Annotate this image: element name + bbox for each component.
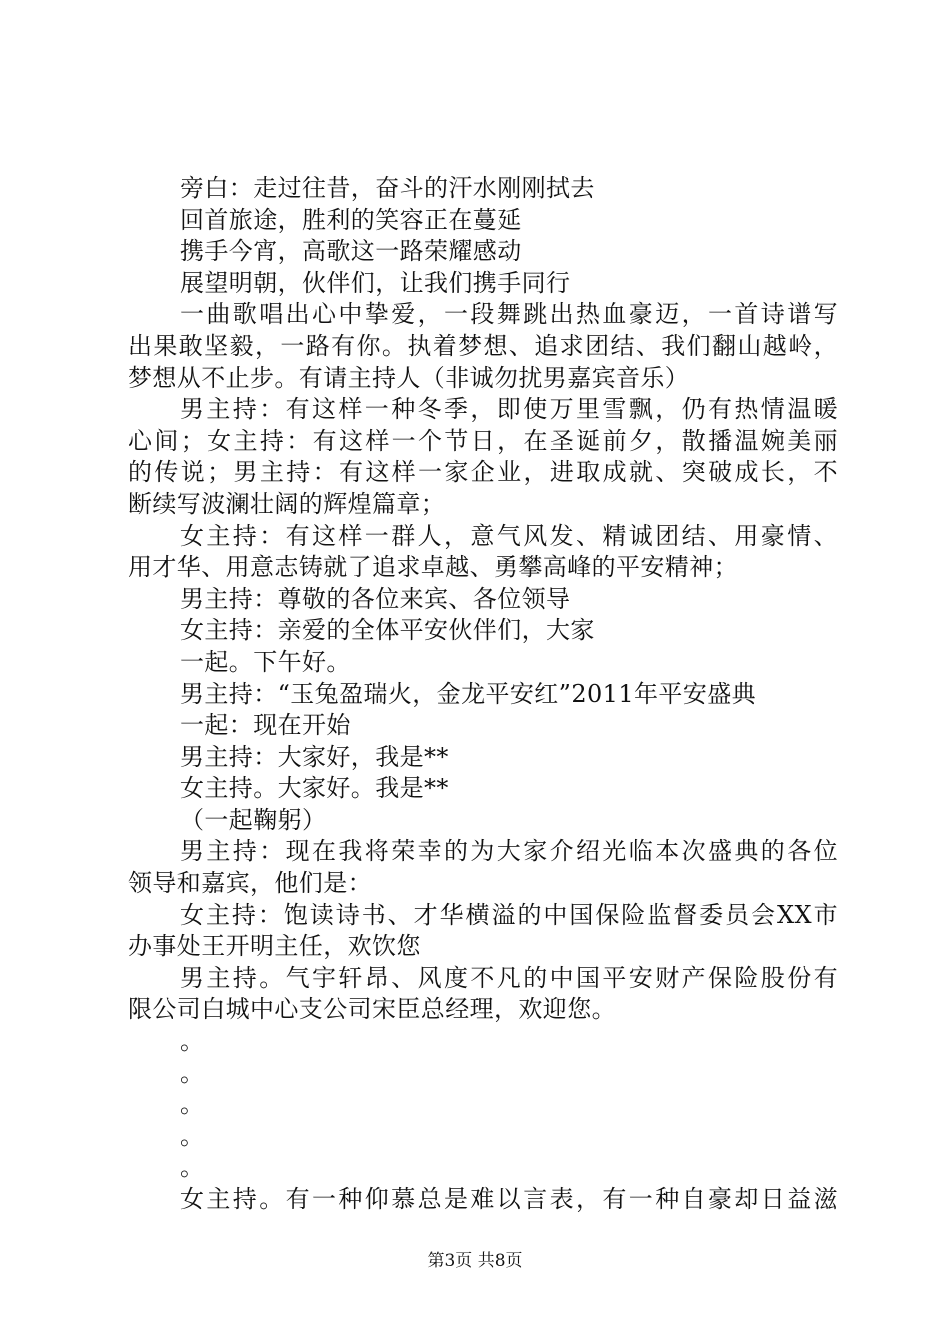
text-line: 女主持。大家好。我是**	[180, 774, 449, 803]
text-line: 限公司白城中心支公司宋臣总经理，欢迎您。	[128, 995, 616, 1024]
text-line: （一起鞠躬）	[180, 805, 327, 834]
text-line: 办事处王开明主任，欢饮您	[128, 932, 421, 961]
text-line: 。	[180, 1090, 205, 1119]
text-line: 男主持：有这样一种冬季，即使万里雪飘，仍有热情温暖	[180, 395, 838, 424]
text-line: 男主持：现在我将荣幸的为大家介绍光临本次盛典的各位	[180, 837, 838, 866]
document-body	[128, 173, 838, 1216]
text-line: 男主持：大家好，我是**	[180, 742, 449, 771]
text-line: 携手今宵，高歌这一路荣耀感动	[180, 237, 522, 266]
text-line: 心间；女主持：有这样一个节日，在圣诞前夕，散播温婉美丽	[128, 426, 838, 455]
text-line: 旁白：走过往昔，奋斗的汗水刚刚拭去	[180, 174, 595, 202]
text-line: 领导和嘉宾，他们是：	[128, 869, 372, 898]
page-footer: 第3页 共8页	[427, 1251, 523, 1271]
text-line: 断续写波澜壮阔的辉煌篇章；	[128, 489, 446, 518]
text-line: 出果敢坚毅，一路有你。执着梦想、追求团结、我们翻山越岭，	[128, 331, 838, 360]
text-line: 一起。下午好。	[180, 647, 351, 676]
text-line: 男主持：“玉兔盈瑞火，金龙平安红”2011年平安盛典	[180, 679, 757, 708]
text-line: 女主持。有一种仰慕总是难以言表，有一种自豪却日益滋	[180, 1185, 838, 1213]
text-line: 。	[180, 1153, 205, 1182]
text-line: 一起：现在开始	[180, 711, 351, 740]
text-line: 男主持：尊敬的各位来宾、各位领导	[180, 584, 571, 613]
text-line: 女主持：饱读诗书、才华横溢的中国保险监督委员会XX市	[180, 900, 838, 929]
text-line: 回首旅途，胜利的笑容正在蔓延	[180, 205, 522, 234]
text-line: 。	[180, 1058, 205, 1087]
text-line: 展望明朝，伙伴们，让我们携手同行	[180, 268, 571, 297]
text-line: 男主持。气宇轩昂、风度不凡的中国平安财产保险股份有	[180, 963, 838, 992]
text-line: 女主持：亲爱的全体平安伙伴们，大家	[180, 616, 595, 645]
text-line: 。	[180, 1121, 205, 1150]
text-line: 梦想从不止步。有请主持人（非诚勿扰男嘉宾音乐）	[128, 363, 690, 392]
text-line: 一曲歌唱出心中挚爱，一段舞跳出热血豪迈，一首诗谱写	[180, 300, 838, 329]
text-line: 女主持：有这样一群人，意气风发、精诚团结、用豪情、	[180, 521, 838, 550]
text-line: 的传说；男主持：有这样一家企业，进取成就、突破成长，不	[128, 458, 838, 487]
text-line: 。	[180, 1027, 205, 1056]
text-line: 用才华、用意志铸就了追求卓越、勇攀高峰的平安精神；	[128, 553, 738, 582]
